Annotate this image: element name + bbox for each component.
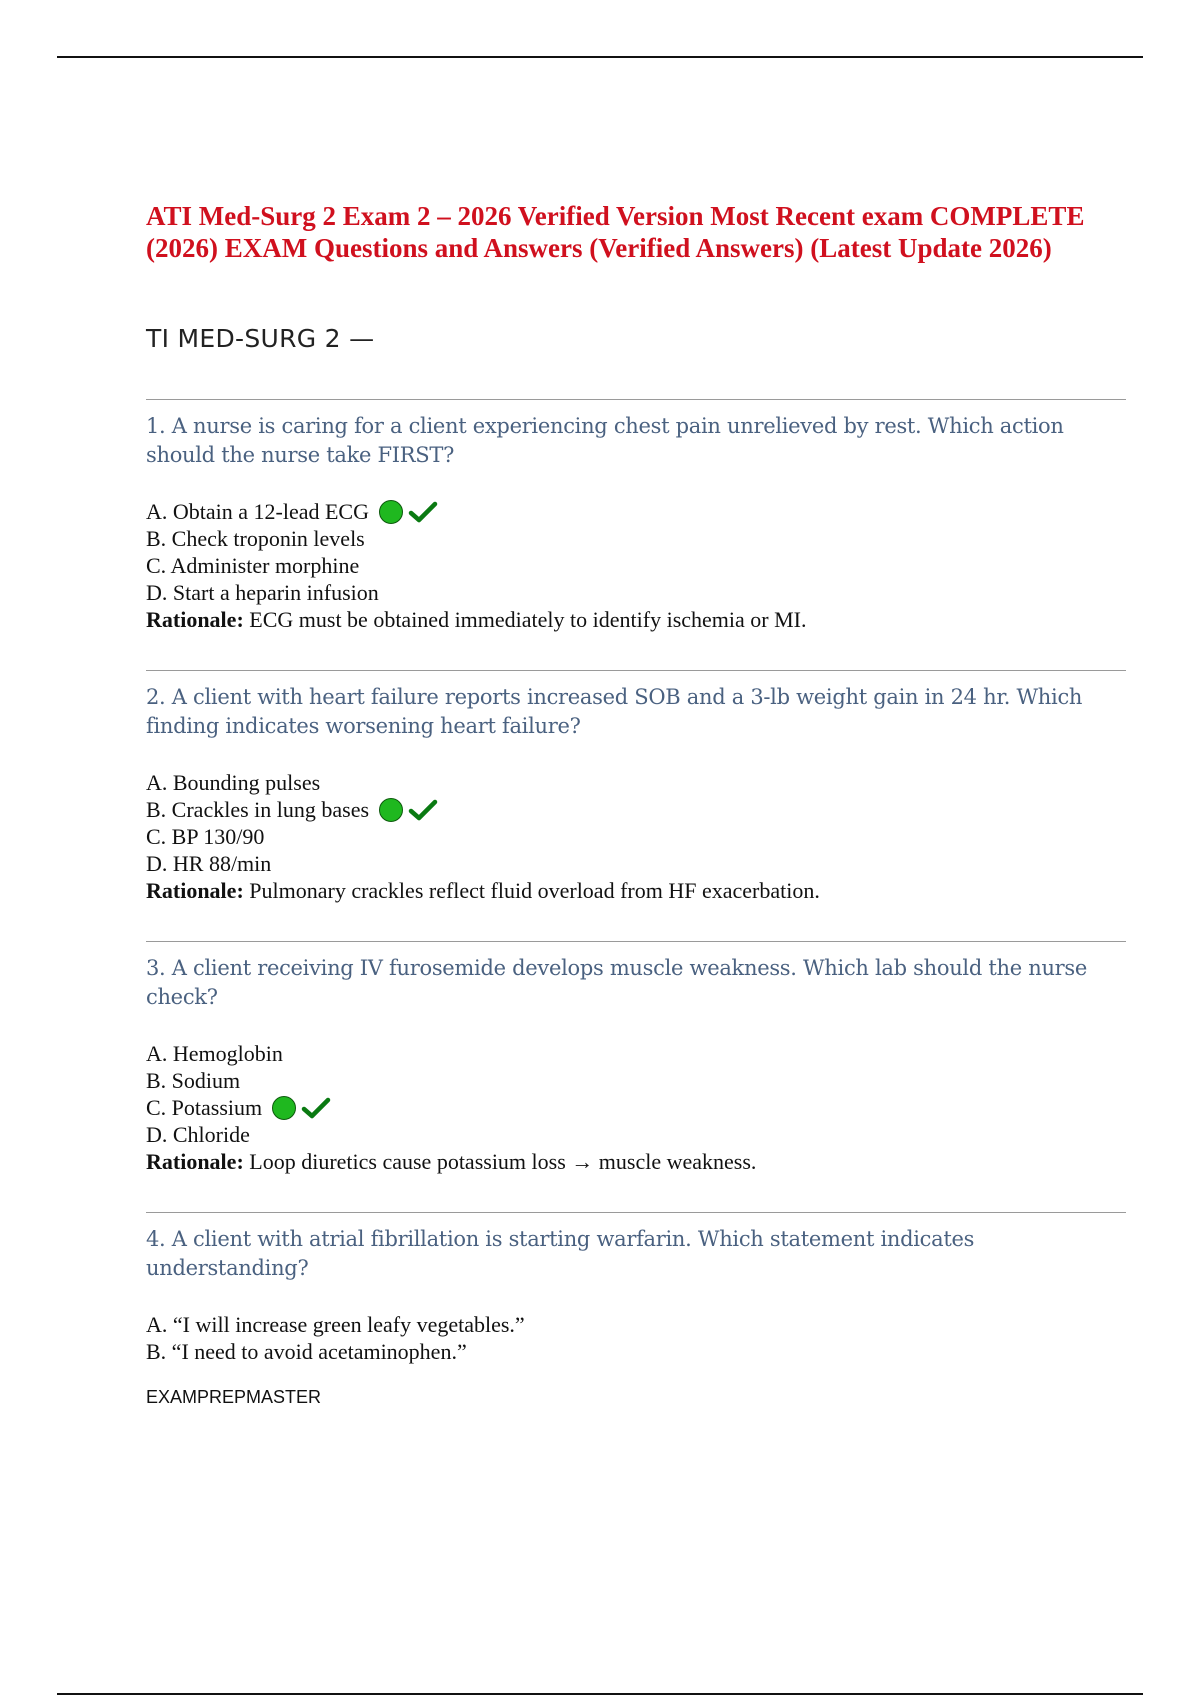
question-text: 2. A client with heart failure reports increased SOB and a 3-lb weight gain in 24 hr. Which finding indicates worsening heart failure?: [146, 685, 1083, 738]
option-label: A. Obtain a 12-lead ECG: [146, 499, 369, 524]
answer-option: [146, 850, 1126, 877]
option-label: B. “I need to avoid acetaminophen.”: [146, 1339, 467, 1364]
rationale-text: Pulmonary crackles reflect fluid overload from HF exacerbation.: [249, 878, 820, 903]
option-label: D. Start a heparin infusion: [146, 580, 379, 605]
page-bottom-rule: [57, 1693, 1143, 1695]
question-divider: [146, 670, 1126, 671]
answer-option: [146, 498, 1126, 525]
green-circle-icon: [272, 1096, 296, 1120]
option-label: B. Crackles in lung bases: [146, 797, 370, 822]
footer-brand: EXAMPREPMASTER: [146, 1387, 322, 1407]
question-block-1: [146, 399, 1126, 634]
option-label: C. Potassium: [146, 1095, 263, 1120]
answer-option: [146, 1067, 1126, 1094]
document-body: [146, 200, 1126, 1408]
question-block-3: [146, 941, 1126, 1176]
option-label: C. BP 130/90: [146, 824, 265, 849]
question-text: 4. A client with atrial fibrillation is starting warfarin. Which statement indicates understanding?: [146, 1227, 975, 1280]
question-divider: [146, 1212, 1126, 1213]
option-label: A. Bounding pulses: [146, 770, 321, 795]
option-label: A. “I will increase green leafy vegetables.”: [146, 1312, 525, 1337]
question-block-4: [146, 1212, 1126, 1365]
question-divider: [146, 399, 1126, 400]
rationale-label: Rationale:: [146, 1149, 244, 1174]
checkmark-icon: [408, 500, 438, 524]
option-label: D. HR 88/min: [146, 851, 272, 876]
rationale: [146, 877, 1126, 905]
green-circle-icon: [379, 500, 403, 524]
answer-option: [146, 1040, 1126, 1067]
rationale-label: Rationale:: [146, 878, 244, 903]
question-text: 1. A nurse is caring for a client experiencing chest pain unrelieved by rest. Which action should the nurse take FIRST?: [146, 414, 1064, 467]
rationale-text: ECG must be obtained immediately to identify ischemia or MI.: [249, 607, 807, 632]
document-title: ATI Med-Surg 2 Exam 2 – 2026 Verified Version Most Recent exam COMPLETE (2026) EXAM Questions and Answers (Verified Answers) (Latest Update 2026): [146, 201, 1085, 263]
answer-option: [146, 1094, 1126, 1121]
checkmark-icon: [301, 1096, 331, 1120]
question-block-2: [146, 670, 1126, 905]
option-label: B. Sodium: [146, 1068, 241, 1093]
answer-option: [146, 1121, 1126, 1148]
answer-option: [146, 525, 1126, 552]
rationale-text: Loop diuretics cause potassium loss → muscle weakness.: [249, 1149, 757, 1174]
correct-answer-marker: [379, 500, 438, 524]
question-text: 3. A client receiving IV furosemide develops muscle weakness. Which lab should the nurse check?: [146, 956, 1088, 1009]
correct-answer-marker: [272, 1096, 331, 1120]
option-label: A. Hemoglobin: [146, 1041, 283, 1066]
checkmark-icon: [408, 798, 438, 822]
answer-option: [146, 1311, 1126, 1338]
answer-option: [146, 823, 1126, 850]
green-circle-icon: [379, 798, 403, 822]
option-label: B. Check troponin levels: [146, 526, 365, 551]
option-label: D. Chloride: [146, 1122, 250, 1147]
page-top-rule: [57, 56, 1143, 58]
answer-option: [146, 552, 1126, 579]
correct-answer-marker: [379, 798, 438, 822]
question-divider: [146, 941, 1126, 942]
answer-option: [146, 1338, 1126, 1365]
rationale-label: Rationale:: [146, 607, 244, 632]
rationale: [146, 606, 1126, 634]
rationale: [146, 1148, 1126, 1176]
answer-option: [146, 579, 1126, 606]
answer-option: [146, 796, 1126, 823]
answer-option: [146, 769, 1126, 796]
option-label: C. Administer morphine: [146, 553, 360, 578]
section-heading: TI MED-SURG 2 —: [146, 324, 375, 353]
